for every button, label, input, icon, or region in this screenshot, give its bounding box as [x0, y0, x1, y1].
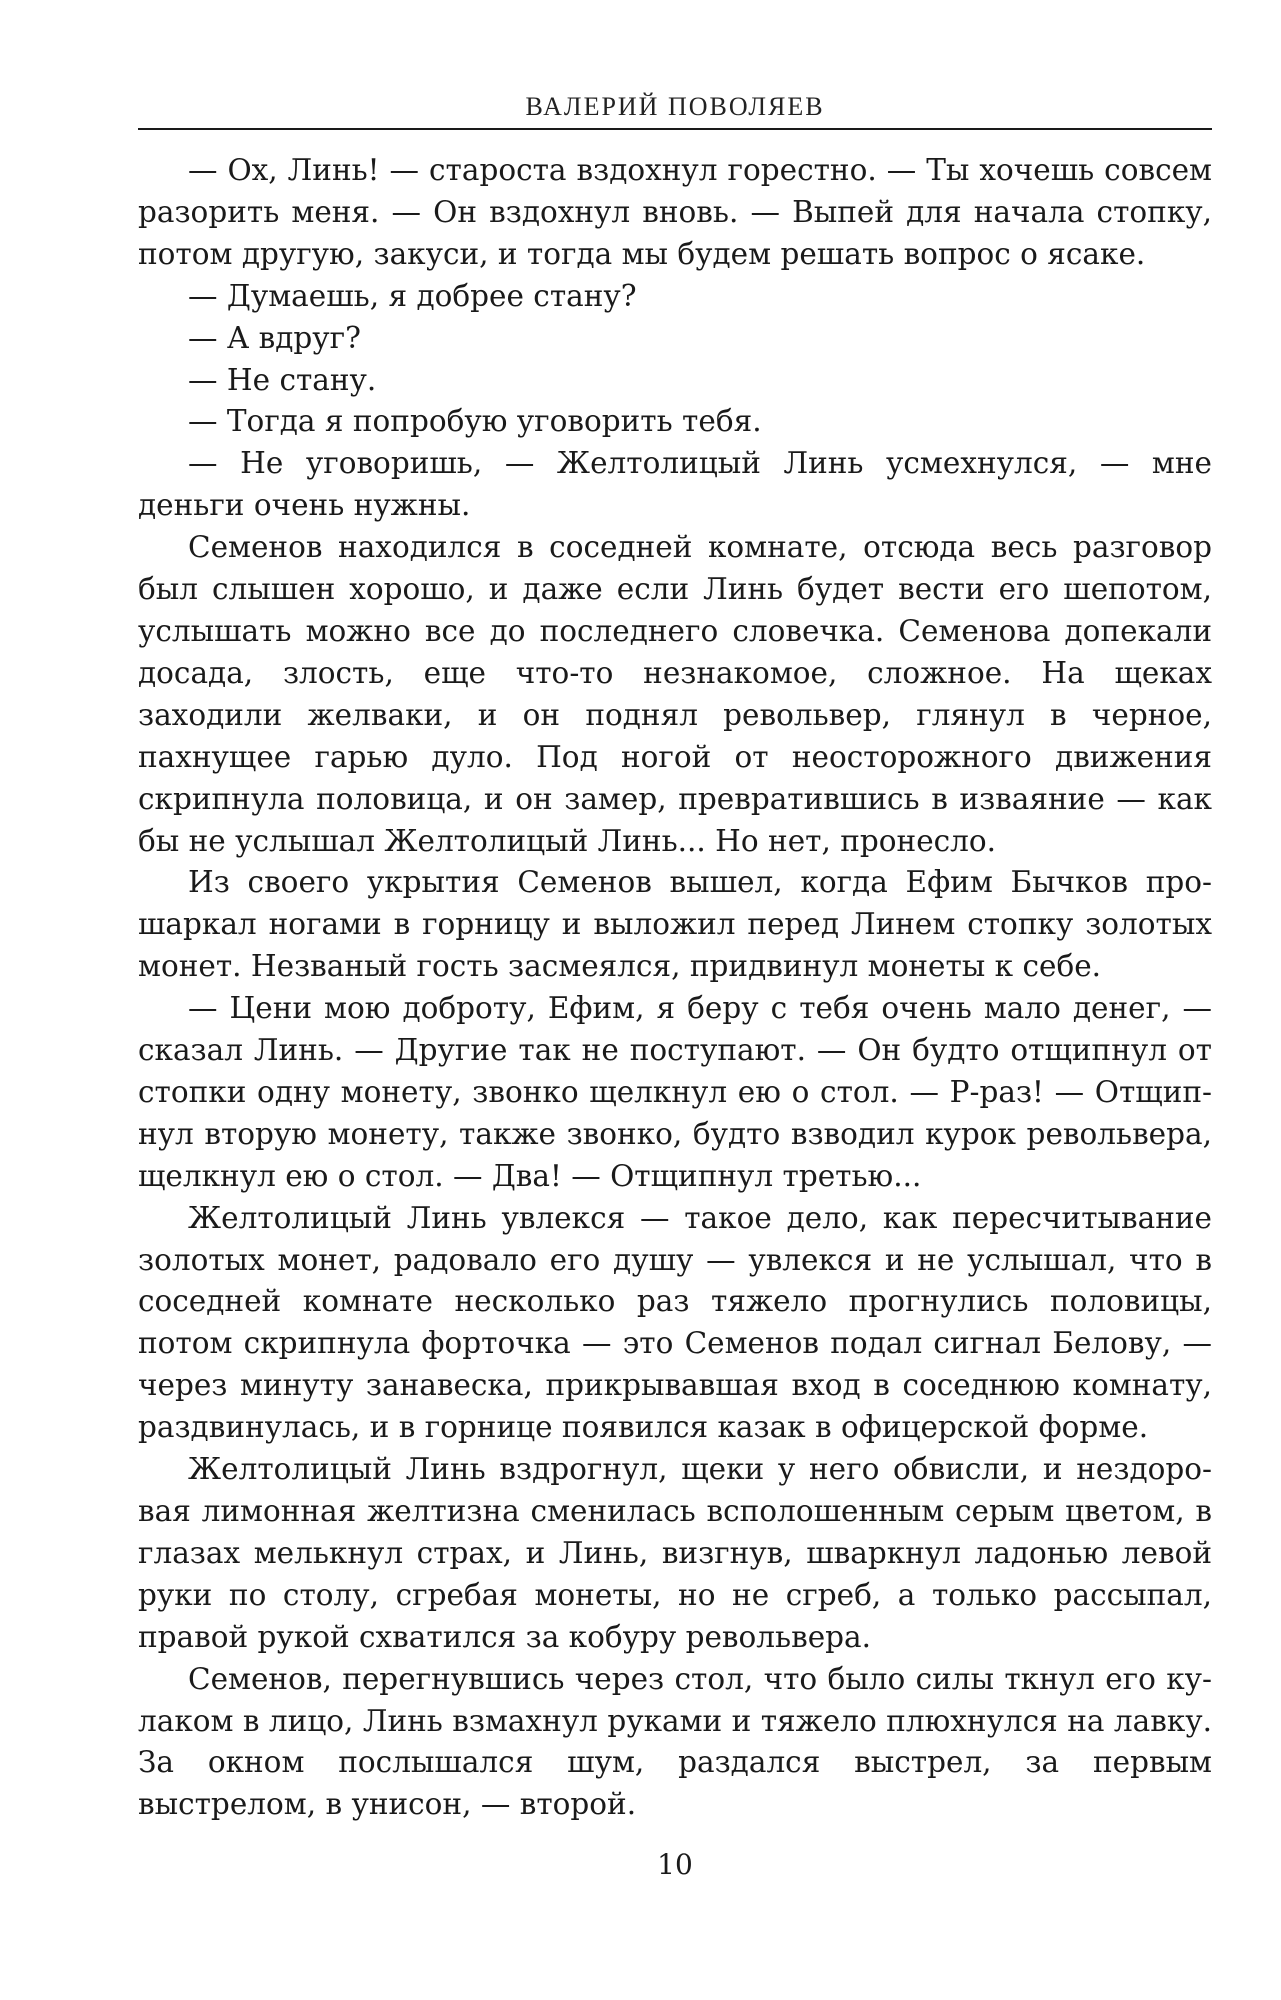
- body-text: [138, 150, 1212, 1826]
- paragraph-8: Из своего укрытия Семенов вышел, когда Ефим Бычков прошаркал ногами в горницу и выложил перед Линем стопку золотых монет. Незваный гость засмеялся, придвинул монеты к себе.: [138, 865, 1212, 984]
- page-number: 10: [657, 1848, 693, 1881]
- running-head-author: ВАЛЕРИЙ ПОВОЛЯЕВ: [525, 92, 825, 121]
- paragraph-2: — Думаешь, я добрее стану?: [188, 278, 637, 313]
- paragraph-4: — Не стану.: [188, 362, 377, 397]
- book-page: [138, 0, 1212, 2000]
- header-rule: [138, 128, 1212, 130]
- paragraph-6: — Не уговоришь, — Желтолицый Линь усмехнулся, — мне деньги очень нужны.: [138, 446, 1212, 523]
- paragraph-5: — Тогда я попробую уговорить тебя.: [188, 404, 762, 439]
- paragraph-10: Желтолицый Линь увлекся — такое дело, как пересчитывание золотых монет, радовало его душу — увлекся и не услышал, что в соседней комнате несколько раз тяжело прогнулись половицы, потом скрипнула форточка — это Семенов подал сигнал Белову, — через минуту занавеска, прикрывавшая вход в соседнюю комнату, раздвинулась, и в горнице появился казак в офицерской форме.: [138, 1200, 1212, 1445]
- paragraph-1: — Ох, Линь! — староста вздохнул горестно. — Ты хочешь совсем разорить меня. — Он вздохнул вновь. — Выпей для начала стопку, потом другую, закуси, и тогда мы будем решать вопрос о ясаке.: [138, 153, 1212, 271]
- paragraph-3: — А вдруг?: [188, 320, 361, 355]
- paragraph-9: — Цени мою доброту, Ефим, я беру с тебя очень мало денег, — сказал Линь. — Другие так не поступают. — Он будто отщипнул от стопки одну монету, звонко щелкнул ею о стол. — Р-раз! — Отщипнул вторую монету, также звонко, будто взводил курок револьвера, щелкнул ею о стол. — Два! — Отщипнул третью...: [138, 991, 1212, 1193]
- paragraph-12: Семенов, перегнувшись через стол, что было силы ткнул его кулаком в лицо, Линь взмахнул руками и тяжело плюхнулся на лавку. За окном послышался шум, раздался выстрел, за первым выстрелом, в унисон, — второй.: [138, 1661, 1212, 1822]
- paragraph-7: Семенов находился в соседней комнате, отсюда весь разговор был слышен хорошо, и даже если Линь будет вести его шепотом, услышать можно все до последнего словечка. Семенова допекали досада, злость, еще что-то незнакомое, сложное. На щеках заходили желваки, и он поднял револьвер, глянул в черное, пахнущее гарью дуло. Под ногой от неосторожного движения скрипнула половица, и он замер, превратившись в изваяние — как бы не услышал Желтолицый Линь... Но нет, пронесло.: [138, 530, 1212, 858]
- paragraph-11: Желтолицый Линь вздрогнул, щеки у него обвисли, и нездоровая лимонная желтизна сменилась всполошенным серым цветом, в глазах мелькнул страх, и Линь, визгнув, шваркнул ладонью левой руки по столу, сгребая монеты, но не сгреб, а только рассыпал, правой рукой схватился за кобуру револьвера.: [138, 1452, 1212, 1654]
